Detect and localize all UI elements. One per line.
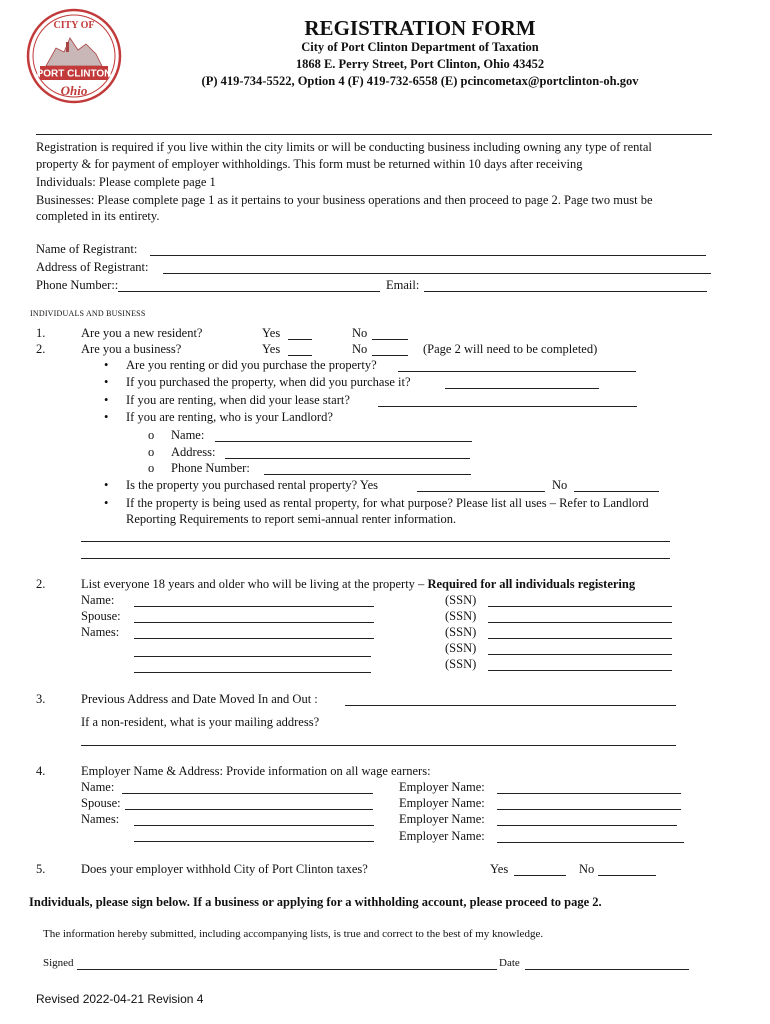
q2b-names-field-1[interactable] [134,638,374,639]
q2-bullet-4: If you are renting, who is your Landlord? [126,410,333,424]
logo-name: PORT CLINTON [36,68,112,80]
q1-number: 1. [36,326,46,340]
ssn-label: (SSN) [445,609,477,623]
landlord-address-label: Address: [171,445,216,459]
revision-footer: Revised 2022-04-21 Revision 4 [36,992,204,1006]
landlord-name-field[interactable] [215,441,472,442]
q2-text: Are you a business? [81,342,182,356]
q4-number: 4. [36,764,46,778]
bullet-icon: • [104,393,109,407]
q2b-name-label: Name: [81,593,115,607]
q2-yes-label: Yes [262,342,281,356]
q2b-number: 2. [36,577,46,591]
q5-text: Does your employer withhold City of Port Clinton taxes? [81,862,368,876]
q5-yes-field[interactable] [514,875,566,876]
q5-no-label: No [579,862,595,876]
employer-name-label: Employer Name: [399,796,485,810]
page-title: REGISTRATION FORM [304,16,536,40]
q2-bullet-6-line1: If the property is being used as rental property, for what purpose? Please list all uses – Refer to Landlord [126,496,649,510]
landlord-phone-label: Phone Number: [171,461,250,475]
intro-line-1: Registration is required if you live within the city limits or will be conducting business including owning any type of rental [36,140,652,154]
date-field[interactable] [525,969,689,970]
rental-no-label: No [552,478,568,492]
certify-statement: The information hereby submitted, including accompanying lists, is true and correct to the best of my knowledge. [43,928,544,940]
logo-top-text: CITY OF [53,20,95,31]
registrant-name-label: Name of Registrant: [36,242,138,256]
q3-text: Previous Address and Date Moved In and Out : [81,692,318,706]
ssn-field[interactable] [488,638,672,639]
q2b-text: List everyone 18 years and older who will be living at the property – Required for all individuals registering [81,577,636,591]
q5-number: 5. [36,862,46,876]
intro-line-5: completed in its entirety. [36,209,160,223]
q3-text-2: If a non-resident, what is your mailing address? [81,715,320,729]
q4-text: Employer Name & Address: Provide information on all wage earners: [81,764,431,778]
q2-bullet-3: If you are renting, when did your lease start? [126,393,350,407]
q1-no-field[interactable] [372,339,408,340]
q2-bullet-3-field[interactable] [378,406,637,407]
q4-names-field-1[interactable] [134,825,374,826]
employer-name-field[interactable] [497,842,684,843]
q1-yes-field[interactable] [288,339,312,340]
registrant-phone-label: Phone Number:: [36,278,119,292]
employer-name-field[interactable] [497,809,681,810]
q4-name-label: Name: [81,780,115,794]
q2-bullet-1: Are you renting or did you purchase the property? [126,358,377,372]
dept-contact: (P) 419-734-5522, Option 4 (F) 419-732-6558 (E) pcincometax@portclinton-oh.gov [201,74,639,88]
q2-yes-field[interactable] [288,355,312,356]
q2-no-field[interactable] [372,355,408,356]
mailing-address-field[interactable] [81,745,676,746]
q1-no-label: No [352,326,368,340]
intro-line-3: Individuals: Please complete page 1 [36,175,216,189]
q2b-names-field-2[interactable] [134,656,371,657]
q2-note: (Page 2 will need to be completed) [423,342,598,356]
q4-name-field[interactable] [122,793,373,794]
employer-name-label: Employer Name: [399,780,485,794]
sub-bullet-icon: o [148,461,155,475]
q5-yes-label: Yes [490,862,509,876]
header-divider [36,134,712,135]
registrant-address-field[interactable] [163,273,711,274]
registrant-phone-field[interactable] [118,291,380,292]
q4-names-field-2[interactable] [134,841,374,842]
ssn-label: (SSN) [445,625,477,639]
q2b-names-field-3[interactable] [134,672,371,673]
ssn-label: (SSN) [445,657,477,671]
signed-label: Signed [43,957,74,969]
employer-name-field[interactable] [497,793,681,794]
landlord-name-label: Name: [171,428,205,442]
employer-name-label: Employer Name: [399,829,485,843]
dept-name: City of Port Clinton Department of Taxation [301,40,539,54]
employer-name-label: Employer Name: [399,812,485,826]
sign-instructions: Individuals, please sign below. If a business or applying for a withholding account, please proceed to page 2. [29,895,602,909]
registrant-email-field[interactable] [424,291,707,292]
bullet-icon: • [104,358,109,372]
rental-yes-field[interactable] [417,491,545,492]
rental-no-field[interactable] [574,491,659,492]
intro-line-4: Businesses: Please complete page 1 as it pertains to your business operations and then proceed to page 2. Page two must be [36,193,653,207]
landlord-address-field[interactable] [225,458,470,459]
section-heading: INDIVIDUALS AND BUSINESS [30,309,146,318]
landlord-phone-field[interactable] [264,474,471,475]
signature-field[interactable] [77,969,497,970]
q3-field[interactable] [345,705,676,706]
q2-bullet-1-field[interactable] [398,371,636,372]
registrant-name-field[interactable] [150,255,706,256]
dept-address: 1868 E. Perry Street, Port Clinton, Ohio 43452 [295,57,545,71]
q2b-required: Required for all individuals registering [427,577,636,591]
q2-number: 2. [36,342,46,356]
q2b-spouse-label: Spouse: [81,609,121,623]
ssn-field[interactable] [488,670,672,671]
q1-text: Are you a new resident? [81,326,203,340]
bullet-icon: • [104,496,109,510]
bullet-icon: • [104,375,109,389]
date-label: Date [499,957,520,969]
bullet-icon: • [104,410,109,424]
q2-bullet-6-line2: Reporting Requirements to report semi-annual renter information. [126,512,457,526]
q3-number: 3. [36,692,46,706]
q4-spouse-label: Spouse: [81,796,121,810]
q5-no-field[interactable] [598,875,656,876]
q1-yes-label: Yes [262,326,281,340]
q2b-spouse-field[interactable] [134,622,374,623]
registrant-address-label: Address of Registrant: [36,260,149,274]
q4-spouse-field[interactable] [125,809,373,810]
sub-bullet-icon: o [148,428,155,442]
rental-purpose-field-1[interactable] [81,541,670,542]
rental-purpose-field-2[interactable] [81,558,670,559]
ssn-field[interactable] [488,606,672,607]
ssn-label: (SSN) [445,641,477,655]
sub-bullet-icon: o [148,445,155,459]
logo-state: Ohio [60,83,88,98]
ssn-field[interactable] [488,654,672,655]
bullet-icon: • [104,478,109,492]
q2-bullet-2: If you purchased the property, when did you purchase it? [126,375,411,389]
registrant-email-label: Email: [386,278,420,292]
intro-line-2: property & for payment of employer withholdings. This form must be returned within 10 days after receiving [36,157,583,171]
q4-names-label: Names: [81,812,120,826]
ssn-label: (SSN) [445,593,477,607]
employer-name-field[interactable] [497,825,677,826]
q2-no-label: No [352,342,368,356]
q2b-names-label: Names: [81,625,120,639]
q2b-name-field[interactable] [134,606,374,607]
ssn-field[interactable] [488,622,672,623]
q2-bullet-5: Is the property you purchased rental property? Yes [126,478,379,492]
q2-bullet-2-field[interactable] [445,388,599,389]
